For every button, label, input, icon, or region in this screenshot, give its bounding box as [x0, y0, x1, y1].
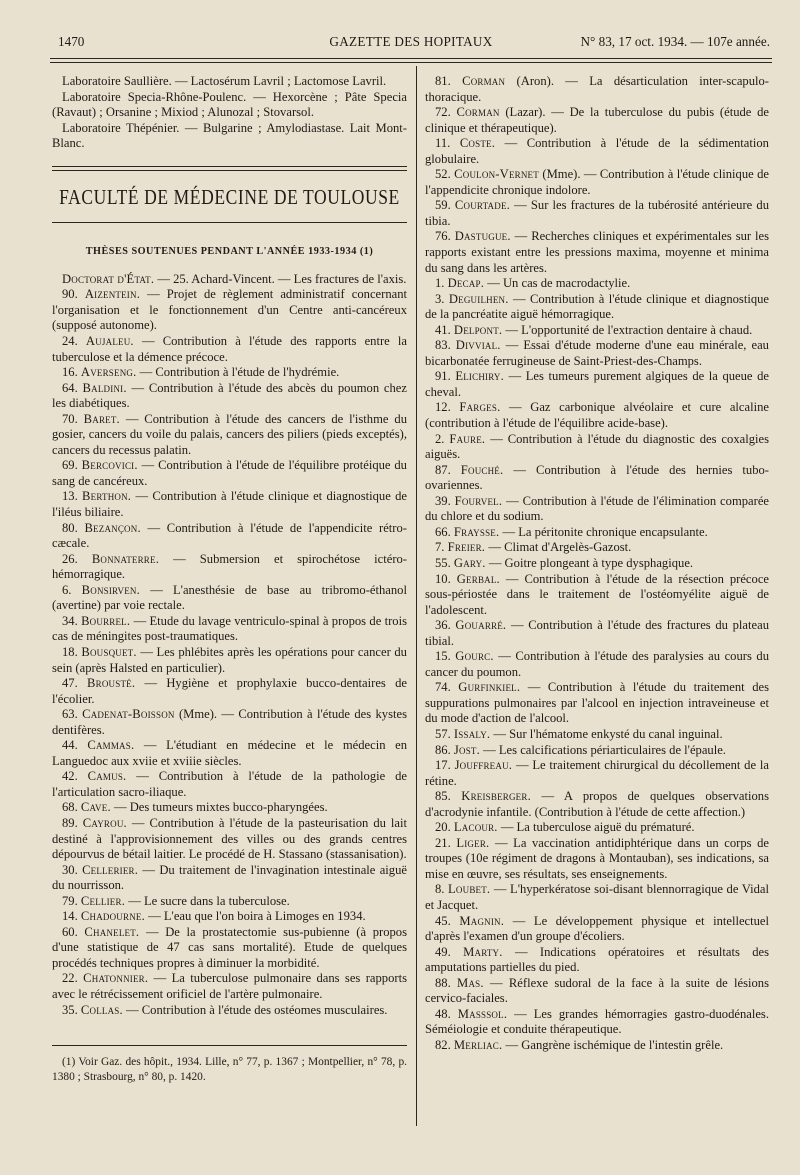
- author-name: Divvial.: [455, 338, 501, 353]
- thesis-title: — Contribution à l'étude du diagnostic des coxalgies aiguës.: [425, 431, 769, 462]
- thesis-number: 11.: [435, 136, 451, 151]
- thesis-entry: [52, 521, 407, 552]
- author-name: Cadenat-Boisson: [82, 707, 175, 722]
- author-name: Camus.: [87, 769, 127, 784]
- author-name: Courtade.: [454, 198, 510, 213]
- thesis-number: 55.: [435, 555, 451, 570]
- thesis-entry: [425, 914, 769, 945]
- thesis-number: 18.: [62, 644, 78, 659]
- thesis-number: 20.: [435, 820, 451, 835]
- thesis-number: 72.: [435, 105, 451, 120]
- thesis-number: 74.: [435, 680, 451, 695]
- thesis-entry: [425, 136, 769, 167]
- author-name: Chadourne.: [80, 909, 145, 924]
- thesis-title: — Etude du lavage ventriculo-spinal à propos de trois cas de méningites post-traumatiques.: [52, 613, 407, 644]
- right-column: [425, 74, 769, 1053]
- thesis-number: 10.: [435, 571, 451, 586]
- author-name: Decap.: [447, 276, 485, 291]
- author-name: Cellerier.: [82, 862, 139, 877]
- author-name: Chatonnier.: [83, 971, 149, 986]
- author-name: Bonsirven.: [81, 582, 140, 597]
- laboratory-entry: Laboratoire Specia-Rhône-Poulenc. — Hexorcène ; Pâte Specia (Ravaut) ; Orsanine ; Mixiod ; Alunozal ; Stovarsol.: [52, 89, 407, 120]
- thesis-entry: [52, 971, 407, 1002]
- thesis-entry: [425, 758, 769, 789]
- thesis-entry: [425, 167, 769, 198]
- thesis-number: 34.: [62, 613, 78, 628]
- thesis-title: (Lazar). — De la tuberculose du pubis (étude de clinique et thérapeutique).: [425, 105, 769, 135]
- thesis-number: 3.: [435, 291, 445, 306]
- author-name: Cammas.: [87, 738, 135, 753]
- thesis-number: 70.: [62, 411, 78, 426]
- author-name: Gourc.: [455, 649, 494, 664]
- thesis-entry: [52, 583, 407, 614]
- author-name: Bourrel.: [81, 613, 131, 628]
- thesis-title: — Les phlébites après les opérations pour cancer du sein (après Halsted en particulier).: [52, 644, 407, 675]
- thesis-entry: [425, 1007, 769, 1038]
- author-name: Marty.: [463, 944, 503, 959]
- thesis-number: 49.: [435, 944, 451, 959]
- thesis-title: — L'anesthésie de base au tribromo-éthanol (avertine) par voie rectale.: [52, 582, 407, 613]
- thesis-title: — Gangrène ischémique de l'intestin grêle.: [505, 1037, 724, 1052]
- thesis-number: 86.: [435, 742, 451, 757]
- author-name: Aujaleu.: [85, 334, 134, 349]
- thesis-title: — Contribution à l'étude de la sédimentation globulaire.: [425, 136, 769, 166]
- thesis-title: — Le traitement chirurgical du décollement de la rétine.: [425, 758, 769, 788]
- thesis-entry: [425, 494, 769, 525]
- thesis-title: — La vaccination antidiphtérique dans un corps de troupes (10e régiment de dragons à Montauban), ses indications, sa mise en œuvre, ses résultats, ses enseignements.: [425, 835, 769, 881]
- thesis-entry: [52, 1003, 407, 1019]
- author-name: Fraysse.: [453, 524, 500, 539]
- thesis-number: 21.: [435, 835, 451, 850]
- thesis-title: — Contribution à l'étude des cancers de l'isthme du gosier, cancers du voile du palais, cancers des piliers (pieds exceptés), cancers du recessus palatin.: [52, 411, 407, 457]
- thesis-title: — Les grandes hémorragies gastro-duodénales. Séméiologie et conduite thérapeutique.: [425, 1006, 769, 1037]
- thesis-title: — Réflexe sudoral de la face à la suite de lésions cervico-faciales.: [425, 975, 769, 1006]
- thesis-number: 36.: [435, 618, 451, 633]
- thesis-number: 16.: [62, 365, 78, 380]
- thesis-title: — Le sucre dans la tuberculose.: [128, 893, 290, 908]
- faculty-title: FACULTÉ DE MÉDECINE DE TOULOUSE: [59, 184, 400, 209]
- thesis-number: 83.: [435, 338, 451, 353]
- thesis-number: 2.: [435, 431, 445, 446]
- left-column: [52, 74, 407, 1085]
- thesis-title: — Un cas de macrodactylie.: [487, 276, 631, 291]
- thesis-entry: [425, 323, 769, 339]
- thesis-title: — Projet de règlement administratif concernant l'organisation et le fonctionnement d'un Centre anti-cancéreux (supposé autonome).: [52, 287, 407, 333]
- thesis-title: — Contribution à l'étude des fractures du plateau tibial.: [425, 618, 769, 648]
- thesis-title: — Indications opératoires et résultats des amputations partielles du pied.: [425, 944, 769, 975]
- thesis-entry: [52, 645, 407, 676]
- thesis-entry: [425, 74, 769, 105]
- thesis-number: 1.: [435, 276, 445, 291]
- thesis-title: — Contribution à l'étude des hernies tubo-ovariennes.: [425, 462, 769, 493]
- thesis-title: — Hygiène et prophylaxie bucco-dentaires de l'écolier.: [52, 676, 407, 706]
- theses-heading: THÈSES SOUTENUES PENDANT L'ANNÉE 1933-1934 (1): [85, 246, 374, 258]
- thesis-number: 35.: [62, 1002, 78, 1017]
- author-name: Loubet.: [448, 882, 491, 897]
- thesis-entry: [52, 334, 407, 365]
- thesis-title: — L'étudiant en médecine et le médecin en Languedoc aux xviie et xviiie siècles.: [52, 738, 407, 768]
- thesis-title: (Mme). — Contribution à l'étude clinique de l'appendicite chronique indolore.: [425, 167, 770, 197]
- thesis-entry: [425, 836, 769, 883]
- author-name: Chanelet.: [84, 924, 140, 939]
- thesis-entry: [425, 789, 769, 820]
- thesis-number: 66.: [435, 524, 451, 539]
- thesis-entry: [52, 909, 407, 925]
- thesis-number: 39.: [435, 493, 451, 508]
- thesis-title: — Contribution à l'étude de la pasteurisation du lait destiné à l'approvisionnement des villes ou des grands centres dépourvus de bétail laitier. Le procédé de H. Stassano (stassanisation).: [52, 815, 407, 862]
- journal-title: GAZETTE DES HOPITAUX: [329, 34, 493, 49]
- thesis-number: 79.: [62, 893, 78, 908]
- thesis-title: — De la prostatectomie sus-pubienne (à propos d'une statistique de 47 cas sans mortalité). Etude de quelques procédés techniques propres à diminuer la morbidité.: [52, 924, 407, 970]
- thesis-number: 91.: [435, 369, 451, 384]
- thesis-number: 22.: [62, 971, 78, 986]
- thesis-number: 8.: [435, 882, 445, 897]
- thesis-title: — Contribution à l'étude clinique et diagnostique de la pancréatite aiguë hémorragique.: [425, 291, 769, 322]
- thesis-title: (Aron). — La désarticulation inter-scapulo-thoracique.: [425, 74, 769, 104]
- author-name: Jost.: [453, 742, 480, 757]
- author-name: Gouarré.: [455, 618, 507, 633]
- author-name: Brousté.: [87, 676, 136, 691]
- thesis-entry: [52, 614, 407, 645]
- footnote-rule: [52, 1045, 407, 1046]
- thesis-entry: [52, 707, 407, 738]
- author-name: Cayrou.: [82, 815, 127, 830]
- author-name: Gurfinkiel.: [458, 680, 521, 695]
- author-name: Bousquet.: [81, 644, 137, 659]
- author-name: Deguilhen.: [448, 291, 509, 306]
- author-name: Baldini.: [82, 380, 127, 395]
- thesis-title: — Contribution à l'étude des abcès du poumon chez les diabétiques.: [52, 380, 407, 411]
- author-name: Merliac.: [453, 1037, 503, 1052]
- thesis-title: — L'hyperkératose soi-disant blennorragique de Vidal et Jacquet.: [425, 882, 769, 912]
- thesis-title: — Des tumeurs mixtes bucco-pharyngées.: [113, 800, 328, 815]
- thesis-title: — Contribution à l'étude de l'élimination comparée du chlore et du sodium.: [425, 493, 770, 524]
- thesis-title: — A propos de quelques observations d'acrodynie infantile. (Contribution à l'étude de cette affection.): [425, 789, 769, 819]
- thesis-number: 88.: [435, 975, 451, 990]
- thesis-number: 64.: [62, 380, 78, 395]
- author-name: Baret.: [83, 411, 120, 426]
- laboratory-entry: Laboratoire Thépénier. — Bulgarine ; Amylodiastase. Lait Mont-Blanc.: [52, 120, 407, 151]
- thesis-number: 6.: [62, 582, 72, 597]
- thesis-entry: [52, 894, 407, 910]
- theses-list-left: [52, 272, 407, 1018]
- thesis-title: — Sur les fractures de la tubérosité antérieure du tibia.: [425, 198, 770, 228]
- thesis-title: — Climat d'Argelès-Gazost.: [488, 540, 632, 555]
- thesis-title: — L'opportunité de l'extraction dentaire à chaud.: [505, 322, 753, 337]
- thesis-entry: [425, 882, 769, 913]
- author-name: Issaly.: [453, 726, 491, 741]
- thesis-entry: [425, 572, 769, 619]
- thesis-entry: [52, 381, 407, 412]
- thesis-number: 57.: [435, 726, 451, 741]
- author-name: Cave.: [80, 800, 111, 815]
- thesis-title: — Sur l'hématome enkysté du canal inguinal.: [493, 726, 723, 741]
- thesis-title: — Contribution à l'étude des paralysies au cours du cancer du poumon.: [425, 649, 769, 679]
- author-name: Averseng.: [80, 365, 137, 380]
- thesis-number: 68.: [62, 800, 78, 815]
- thesis-number: 13.: [62, 489, 78, 504]
- thesis-title: — Les calcifications périarticulaires de l'épaule.: [483, 742, 726, 757]
- author-name: Kreisberger.: [461, 789, 531, 804]
- thesis-entry: [52, 863, 407, 894]
- author-name: Fourvel.: [454, 493, 503, 508]
- author-name: Jouffreau.: [454, 758, 513, 773]
- author-name: Bezançon.: [84, 520, 141, 535]
- thesis-entry: [425, 680, 769, 727]
- footnote: (1) Voir Gaz. des hôpit., 1934. Lille, n° 77, p. 1367 ; Montpellier, n° 78, p. 1380 ; Strasbourg, n° 80, p. 1420.: [52, 1056, 407, 1083]
- thesis-number: 12.: [435, 400, 451, 415]
- thesis-entry: [425, 432, 769, 463]
- author-name: Gerbal.: [456, 571, 500, 586]
- thesis-title: — La péritonite chronique encapsulante.: [502, 524, 708, 539]
- thesis-number: 59.: [435, 198, 451, 213]
- thesis-number: 52.: [435, 167, 451, 182]
- page-number: 1470: [58, 34, 85, 49]
- thesis-entry: [52, 816, 407, 863]
- thesis-title: — Essai d'étude moderne d'une eau minérale, eau bicarbonatée ferrugineuse de Saint-Priest-des-Champs.: [425, 338, 769, 368]
- thesis-entry: [425, 338, 769, 369]
- page-header: [52, 34, 770, 56]
- thesis-entry: [425, 649, 769, 680]
- author-name: Berthon.: [82, 489, 132, 504]
- thesis-title: — Les tumeurs purement algiques de la queue de cheval.: [425, 369, 769, 399]
- thesis-number: 26.: [62, 551, 78, 566]
- author-name: Doctorat d'État.: [62, 271, 155, 286]
- thesis-title: — Le développement physique et intellectuel d'après l'examen d'un groupe d'écoliers.: [425, 913, 770, 944]
- thesis-entry: [52, 552, 407, 583]
- author-name: Lacour.: [453, 820, 498, 835]
- thesis-title: — Contribution à l'étude de la pathologie de l'articulation sacro-iliaque.: [52, 769, 407, 799]
- thesis-entry: [425, 820, 769, 836]
- header-rule: [50, 58, 772, 59]
- thesis-entry: [425, 105, 769, 136]
- author-name: Bercovici.: [81, 458, 138, 473]
- thesis-title: — Submersion et spirochétose ictéro-hémorragique.: [52, 551, 407, 582]
- thesis-entry: [52, 925, 407, 972]
- author-name: Elichiry.: [455, 369, 504, 384]
- thesis-entry: [425, 976, 769, 1007]
- thesis-entry: [52, 676, 407, 707]
- thesis-title: — Contribution à l'étude de l'équilibre protéique du sang de cancéreux.: [52, 458, 407, 488]
- thesis-number: 76.: [435, 229, 451, 244]
- author-name: Coulon-Vernet: [454, 167, 539, 182]
- section-rule: [52, 222, 407, 223]
- thesis-number: 24.: [62, 334, 78, 349]
- author-name: Delpont.: [453, 322, 503, 337]
- thesis-number: 47.: [62, 676, 78, 691]
- thesis-title: — Recherches cliniques et expérimentales sur les rapports existant entre les pressions maxima, moyenne et minima du sang dans les artères.: [425, 229, 770, 275]
- thesis-entry: [425, 276, 769, 292]
- thesis-entry: [425, 727, 769, 743]
- thesis-title: — Contribution à l'étude clinique et diagnostique de l'iléus biliaire.: [52, 489, 407, 520]
- thesis-number: 81.: [435, 74, 451, 88]
- thesis-title: — Du traitement de l'invagination intestinale aiguë du nourrisson.: [52, 862, 407, 893]
- header-rule: [50, 62, 772, 63]
- thesis-number: 85.: [435, 789, 451, 804]
- thesis-number: 41.: [435, 322, 451, 337]
- thesis-number: 17.: [435, 758, 451, 773]
- thesis-entry: [52, 800, 407, 816]
- thesis-entry: [425, 1038, 769, 1054]
- author-name: Collas.: [80, 1002, 123, 1017]
- thesis-number: 44.: [62, 738, 78, 753]
- thesis-title: — Contribution à l'étude des ostéomes musculaires.: [126, 1002, 388, 1017]
- author-name: Mas.: [457, 975, 484, 990]
- laboratory-list: [52, 74, 407, 152]
- thesis-number: 30.: [62, 862, 78, 877]
- author-name: Bonnaterre.: [91, 551, 160, 566]
- thesis-entry: [425, 292, 769, 323]
- thesis-title: — Contribution à l'étude du traitement des suppurations pulmonaires par l'alcool en injection intraveineuse et du mode d'action de l'alcool.: [425, 680, 769, 726]
- laboratory-entry: Laboratoire Saullière. — Lactosérum Lavril ; Lactomose Lavril.: [62, 74, 387, 88]
- author-name: Faure.: [449, 431, 486, 446]
- author-name: Fouché.: [460, 462, 504, 477]
- thesis-entry: [425, 556, 769, 572]
- column-separator: [416, 66, 417, 1126]
- thesis-title: — La tuberculose pulmonaire dans ses rapports avec le rétrécissement orificiel de l'artère pulmonaire.: [52, 971, 407, 1001]
- thesis-title: — Goitre plongeant à type dysphagique.: [488, 555, 694, 570]
- author-name: Masssol.: [457, 1006, 508, 1021]
- thesis-number: 69.: [62, 458, 78, 473]
- thesis-title: — 25. Achard-Vincent. — Les fractures de l'axis.: [157, 271, 407, 286]
- thesis-entry: [52, 272, 407, 288]
- thesis-entry: [52, 287, 407, 334]
- thesis-entry: [425, 618, 769, 649]
- theses-list-right: [425, 74, 769, 1053]
- thesis-number: 42.: [62, 769, 78, 784]
- thesis-number: 63.: [62, 707, 78, 722]
- thesis-entry: [425, 743, 769, 759]
- author-name: Coste.: [459, 136, 496, 151]
- thesis-number: 60.: [62, 924, 78, 939]
- issue-info: N° 83, 17 oct. 1934. — 107e année.: [580, 34, 770, 49]
- author-name: Freier.: [447, 540, 486, 555]
- thesis-entry: [52, 738, 407, 769]
- thesis-entry: [52, 458, 407, 489]
- thesis-title: — Contribution à l'étude de la résection précoce sous-périostée dans le traitement de l'ostéomyélite aiguë de l'adolescent.: [425, 571, 769, 617]
- thesis-number: 89.: [62, 815, 78, 830]
- thesis-number: 48.: [435, 1006, 451, 1021]
- author-name: Corman: [456, 105, 500, 120]
- thesis-title: — Contribution à l'étude de l'hydrémie.: [139, 365, 340, 380]
- thesis-number: 90.: [62, 287, 78, 302]
- thesis-entry: [425, 229, 769, 276]
- thesis-entry: [52, 412, 407, 459]
- author-name: Farges.: [459, 400, 501, 415]
- thesis-number: 80.: [62, 520, 78, 535]
- author-name: Dastugue.: [454, 229, 511, 244]
- author-name: Magnin.: [459, 913, 505, 928]
- thesis-title: — Contribution à l'étude de l'appendicite rétro-cæcale.: [52, 520, 407, 551]
- author-name: Corman: [462, 74, 506, 88]
- thesis-number: 82.: [435, 1037, 451, 1052]
- thesis-entry: [425, 525, 769, 541]
- author-name: Aizentein.: [84, 287, 141, 302]
- thesis-entry: [52, 365, 407, 381]
- thesis-number: 15.: [435, 649, 451, 664]
- section-rule: [52, 166, 407, 171]
- thesis-title: — Contribution à l'étude des rapports entre la tuberculose et la démence précoce.: [52, 334, 407, 364]
- thesis-title: — La tuberculose aiguë du prématuré.: [500, 820, 695, 835]
- thesis-number: 14.: [62, 909, 78, 924]
- thesis-number: 45.: [435, 913, 451, 928]
- thesis-title: — Gaz carbonique alvéolaire et cure alcaline (contribution à l'étude de l'équilibre acide-base).: [425, 400, 769, 431]
- author-name: Gary.: [453, 555, 486, 570]
- thesis-entry: [425, 463, 769, 494]
- thesis-number: 87.: [435, 462, 451, 477]
- thesis-entry: [425, 198, 769, 229]
- thesis-title: — L'eau que l'on boira à Limoges en 1934.: [148, 909, 366, 924]
- thesis-number: 7.: [435, 540, 445, 555]
- author-name: Liger.: [456, 835, 490, 850]
- thesis-entry: [52, 489, 407, 520]
- thesis-entry: [425, 369, 769, 400]
- author-name: Cellier.: [80, 893, 126, 908]
- thesis-entry: [52, 769, 407, 800]
- thesis-entry: [425, 400, 769, 431]
- thesis-entry: [425, 945, 769, 976]
- thesis-title: (Mme). — Contribution à l'étude des kystes dentifères.: [52, 707, 407, 737]
- thesis-entry: [425, 540, 769, 556]
